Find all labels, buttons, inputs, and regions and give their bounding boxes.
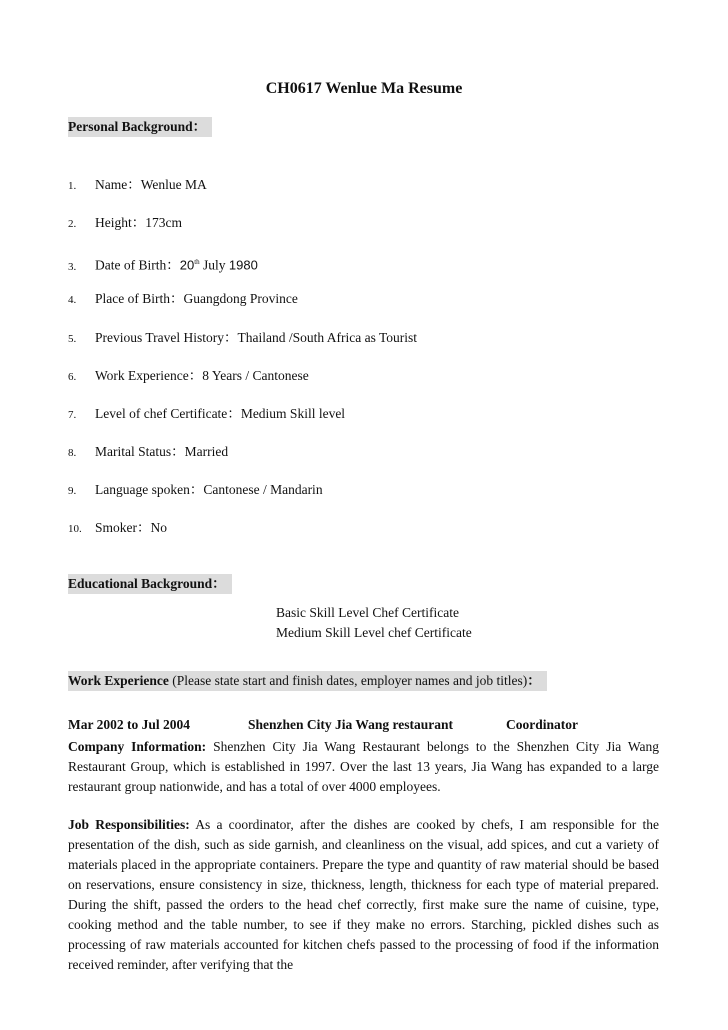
personal-background-heading-text: Personal Background <box>68 119 193 134</box>
list-item <box>68 328 417 348</box>
heading-separator: ： <box>192 119 207 134</box>
item-label: Date of Birth <box>95 257 167 273</box>
item-separator: ： <box>137 520 151 535</box>
item-number: 3. <box>68 260 77 273</box>
item-label: Marital Status <box>95 444 172 459</box>
item-value: Thailand /South Africa as Tourist <box>237 330 418 345</box>
item-value: Guangdong Province <box>183 291 298 306</box>
item-number: 10. <box>68 523 82 535</box>
item-label: Language spoken <box>95 482 190 497</box>
item-value: 173cm <box>145 215 182 230</box>
item-number: 9. <box>68 485 77 497</box>
item-value: No <box>150 520 167 535</box>
item-separator: ： <box>169 291 184 306</box>
job-responsibilities-label: Job Responsibilities: <box>68 817 190 832</box>
job-responsibilities-paragraph <box>68 815 659 975</box>
list-item <box>68 442 228 462</box>
item-label: Work Experience <box>95 368 189 383</box>
work-experience-heading-text: Work Experience <box>68 673 169 688</box>
item-value: 8 Years / Cantonese <box>202 368 309 383</box>
item-separator: ： <box>166 257 180 273</box>
education-line: Medium Skill Level chef Certificate <box>276 625 472 640</box>
list-item <box>68 518 167 538</box>
item-separator: ： <box>224 330 238 345</box>
job-employer: Shenzhen City Jia Wang restaurant <box>248 717 454 732</box>
company-information-text: Shenzhen City Jia Wang Restaurant belongs to the Shenzhen City Jia Wang Restaurant Group, which is established in 1997. Over the last 13 years, Jia Wang has expanded to a large restaurant group nationwide, and has a total of over 4000 employees. <box>68 739 659 794</box>
item-number: 2. <box>68 218 77 230</box>
list-item <box>68 213 182 233</box>
item-separator: ： <box>171 444 185 459</box>
item-label: Previous Travel History <box>95 330 225 345</box>
item-label: Place of Birth <box>95 291 170 306</box>
item-number: 4. <box>68 294 77 306</box>
item-number: 1. <box>68 180 77 192</box>
company-information-label: Company Information: <box>68 739 207 754</box>
job-dates: Mar 2002 to Jul 2004 <box>68 717 190 732</box>
work-experience-heading <box>68 671 547 691</box>
education-line: Basic Skill Level Chef Certificate <box>276 605 459 620</box>
educational-background-heading-text: Educational Background <box>68 576 213 591</box>
list-item <box>68 404 345 424</box>
birth-month: July <box>199 257 229 273</box>
item-value: Cantonese / Mandarin <box>203 482 323 497</box>
birth-year: 1980 <box>228 257 258 273</box>
item-value: Wenlue MA <box>140 177 207 192</box>
list-item <box>68 289 298 309</box>
item-separator: ： <box>188 368 203 383</box>
list-item <box>68 480 323 500</box>
list-item <box>68 252 258 272</box>
item-label: Name <box>95 177 128 192</box>
work-experience-heading-note: (Please state start and finish dates, employer names and job titles) <box>168 673 528 688</box>
item-number: 7. <box>68 409 77 421</box>
item-number: 6. <box>68 371 77 383</box>
document-title: CH0617 Wenlue Ma Resume <box>265 80 463 97</box>
educational-background-heading <box>68 574 232 594</box>
item-value: Medium Skill level <box>240 406 346 421</box>
item-label: Level of chef Certificate <box>95 406 228 421</box>
item-separator: ： <box>189 482 204 497</box>
item-separator: ： <box>127 177 141 192</box>
list-item <box>68 366 309 386</box>
item-number: 5. <box>68 333 77 345</box>
list-item <box>68 175 207 195</box>
birth-day: 20 <box>179 257 195 273</box>
heading-separator: ： <box>212 576 226 591</box>
item-label: Smoker <box>95 520 137 535</box>
item-separator: ： <box>131 215 146 230</box>
birth-day-suffix: th <box>194 258 200 266</box>
job-title: Coordinator <box>506 717 578 732</box>
personal-background-heading <box>68 117 212 137</box>
item-value: Married <box>184 444 229 459</box>
item-number: 8. <box>68 447 77 459</box>
item-separator: ： <box>227 406 241 421</box>
company-information-paragraph <box>68 737 659 797</box>
item-label: Height <box>95 215 132 230</box>
heading-separator: ： <box>527 673 541 688</box>
job-responsibilities-text: As a coordinator, after the dishes are cooked by chefs, I am responsible for the presentation of the dish, such as side garnish, and cleanliness on the visual, add spices, and cut a variety of materials placed in the appropriate containers. Prepare the type and quantity of raw material should be based on reservations, ensure consistency in size, thickness, length, thickness for each type of material prepared. During the shift, passed the orders to the head chef correctly, first make sure the name of cuisine, type, cooking method and the table number, to see if they make no errors. Starching, pickled dishes such as processing of raw materials accounted for kitchen chefs passed to the processing of food if the information received reminder, after verifying that the <box>68 817 659 972</box>
